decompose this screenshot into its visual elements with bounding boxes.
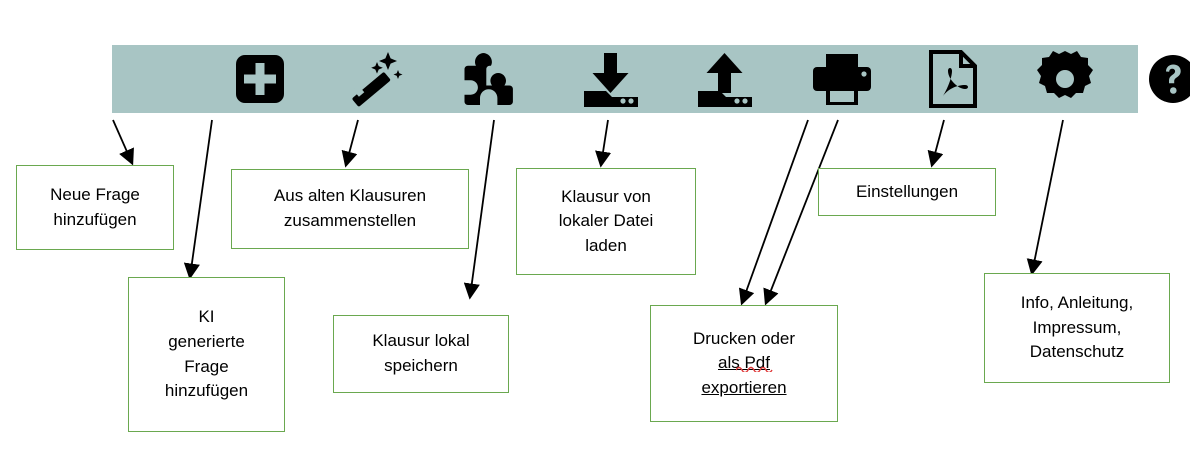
magic-wand-icon[interactable]: [344, 48, 406, 110]
callout-line: Drucken oder: [692, 328, 796, 348]
callout-line: Datenschutz: [1029, 342, 1125, 362]
callout-line: Einstellungen: [855, 181, 959, 201]
callout-save-local: [333, 315, 509, 393]
puzzle-piece-icon[interactable]: [462, 51, 520, 107]
pdf-file-icon[interactable]: [927, 50, 979, 108]
plus-square-icon[interactable]: [234, 53, 286, 105]
callout-line: laden: [585, 235, 627, 255]
callout-line: hinzufügen: [53, 209, 137, 229]
callout-line: Neue Frage: [50, 184, 140, 204]
download-icon[interactable]: [582, 51, 640, 107]
printer-icon[interactable]: [812, 52, 872, 106]
callout-line: hinzufügen: [164, 381, 249, 401]
callout-line: Klausur von: [561, 186, 651, 206]
callout-line: Klausur lokal: [372, 331, 470, 351]
callout-settings: [818, 168, 996, 216]
callout-line: Aus alten Klausuren: [273, 186, 427, 206]
callout-line: zusammenstellen: [283, 211, 417, 230]
callout-line: speichern: [384, 356, 458, 375]
callout-line: exportieren: [701, 377, 787, 397]
callout-info: [984, 273, 1170, 383]
callout-line: lokaler Datei: [558, 211, 654, 231]
callout-load-local: [516, 168, 696, 275]
callout-print-pdf: [650, 305, 838, 422]
upload-icon[interactable]: [696, 51, 754, 107]
callout-line: KI: [198, 307, 215, 327]
toolbar: [112, 45, 1138, 113]
callout-compose-old: [231, 169, 469, 249]
callout-ai-question: [128, 277, 285, 432]
gear-icon[interactable]: [1037, 51, 1093, 107]
callout-line: Impressum,: [1032, 317, 1122, 337]
question-mark-circle-icon[interactable]: [1147, 53, 1190, 105]
callout-line: Frage: [184, 356, 229, 376]
callout-line: Info, Anleitung,: [1020, 293, 1134, 313]
callout-line: generierte: [168, 331, 245, 351]
callout-new-question: [16, 165, 174, 250]
callout-line: als Pdf: [718, 353, 770, 373]
